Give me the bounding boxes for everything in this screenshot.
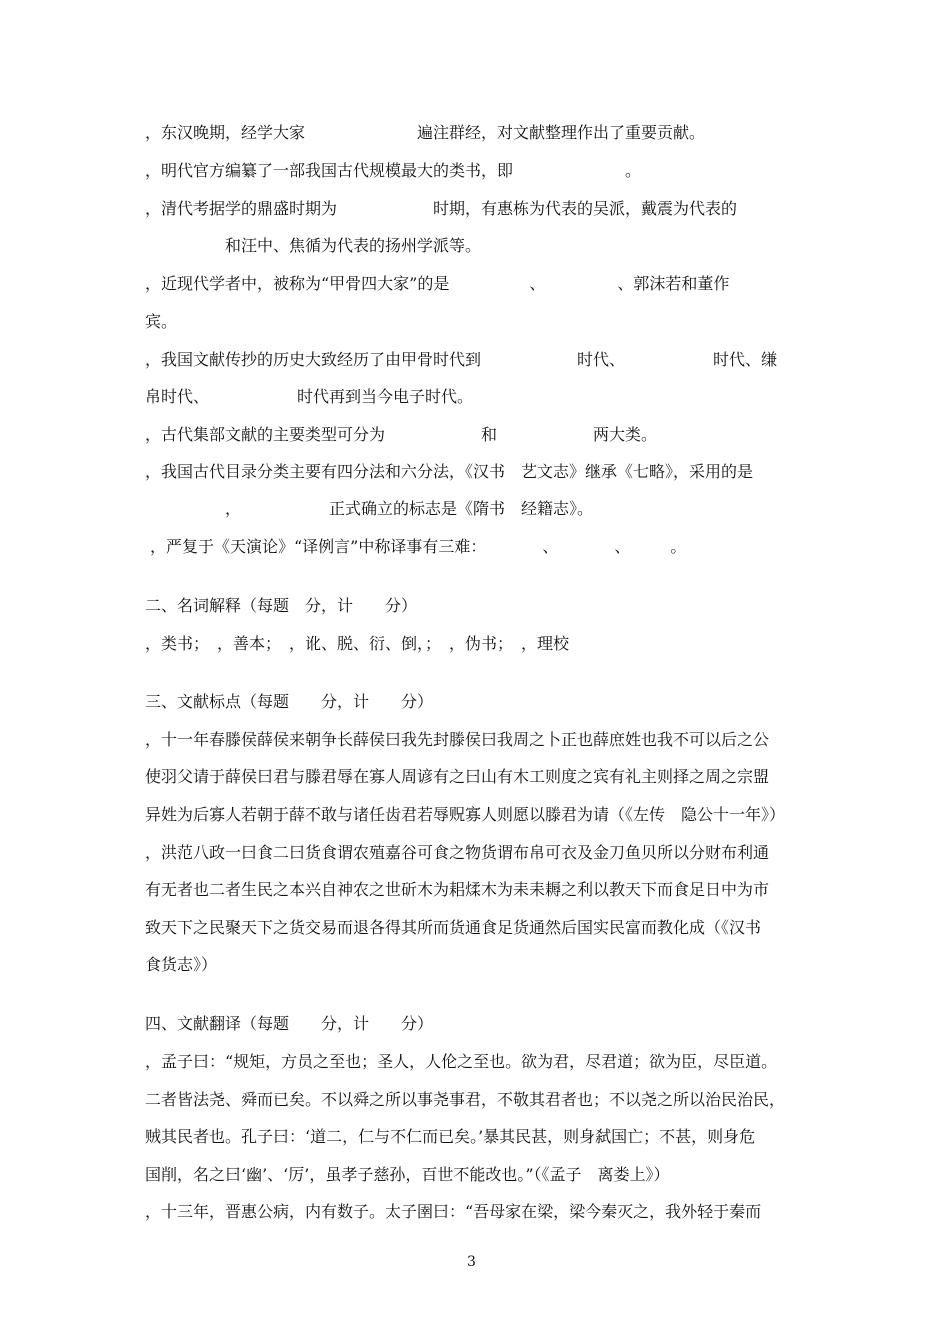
punctuation-text-line: 有无者也二者生民之本兴自神农之世斫木为耜煣木为耒耒耨之利以教天下而食足日中为市 xyxy=(145,880,770,899)
fill-blank-line: ，严复于《天演论》“译例言”中称译事有三难： 、 、 。 xyxy=(150,537,687,556)
punctuation-text-line: ，洪范八政一曰食二曰货食谓农殖嘉谷可食之物货谓布帛可衣及金刀鱼贝所以分财布利通 xyxy=(145,843,770,862)
fill-blank-line-continued: 帛时代、 时代再到当今电子时代。 xyxy=(145,387,474,406)
punctuation-text-line: 致天下之民聚天下之货交易而退各得其所而货通食足货通然后国实民富而教化成（《汉书 xyxy=(145,918,762,937)
fill-blank-line-continued: 宾。 xyxy=(145,312,178,331)
punctuation-text-line: 食货志》） xyxy=(145,955,218,974)
punctuation-text-line: ，十一年春滕侯薛侯来朝争长薛侯曰我先封滕侯曰我周之卜正也薛庶姓也我不可以后之公 xyxy=(145,730,770,749)
section-heading-punctuation: 三、文献标点（每题 分，计 分） xyxy=(145,692,434,711)
fill-blank-line: ，东汉晚期，经学大家 遍注群经，对文献整理作出了重要贡献。 xyxy=(145,123,706,142)
fill-blank-line: ，古代集部文献的主要类型可分为 和 两大类。 xyxy=(145,425,658,444)
page-number: 3 xyxy=(467,1254,476,1270)
translation-text-line: 二者皆法尧、舜而已矣。不以舜之所以事尧事君，不敬其君者也；不以尧之所以治民治民， xyxy=(145,1090,786,1109)
section-heading-translation: 四、文献翻译（每题 分，计 分） xyxy=(145,1014,434,1033)
fill-blank-line-continued: ， 正式确立的标志是《隋书 经籍志》。 xyxy=(145,499,594,518)
fill-blank-line: ，明代官方编纂了一部我国古代规模最大的类书，即 。 xyxy=(145,161,642,180)
punctuation-text-line: 异姓为后寡人若朝于薛不敢与诸任齿君若辱贶寡人则愿以滕君为请（《左传 隐公十一年》） xyxy=(145,805,786,824)
section-heading-terms: 二、名词解释（每题 分，计 分） xyxy=(145,596,418,615)
translation-text-line: 国削，名之曰‘幽’、‘厉’，虽孝子慈孙，百世不能改也。”（《孟子 离娄上》） xyxy=(145,1165,670,1184)
punctuation-text-line: 使羽父请于薛侯曰君与滕君辱在寡人周谚有之曰山有木工则度之宾有礼主则择之周之宗盟 xyxy=(145,767,770,786)
fill-blank-line: ，清代考据学的鼎盛时期为 时期，有惠栋为代表的吴派，戴震为代表的 xyxy=(145,199,738,218)
translation-text-line: 贼其民者也。孔子曰：‘道二，仁与不仁而已矣。’暴其民甚，则身弑国亡；不甚，则身危 xyxy=(145,1127,756,1146)
terms-list: ，类书； ，善本； ，讹、脱、衍、倒，； ，伪书； ，理校 xyxy=(145,634,570,653)
fill-blank-line: ，我国古代目录分类主要有四分法和六分法，《汉书 艺文志》继承《七略》，采用的是 xyxy=(145,462,754,481)
translation-text-line: ，十三年，晋惠公病，内有数子。太子圉曰：“吾母家在梁，梁今秦灭之，我外轻于秦而 xyxy=(145,1202,762,1221)
fill-blank-line-continued: 和汪中、焦循为代表的扬州学派等。 xyxy=(145,236,482,255)
translation-text-line: ，孟子曰：“规矩，方员之至也；圣人，人伦之至也。欲为君，尽君道；欲为臣，尽臣道。 xyxy=(145,1052,778,1071)
fill-blank-line: ，我国文献传抄的历史大致经历了由甲骨时代到 时代、 时代、缣 xyxy=(145,350,778,369)
fill-blank-line: ，近现代学者中，被称为“甲骨四大家”的是 、 、郭沫若和董作 xyxy=(145,274,730,293)
